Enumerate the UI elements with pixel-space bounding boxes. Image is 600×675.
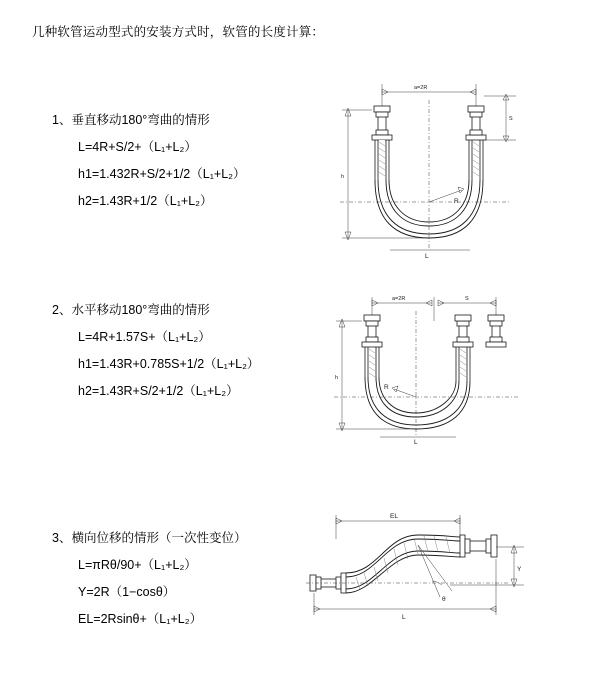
case-formula: h1=1.43R+0.785S+1/2（L₁+L₂） [78, 357, 260, 371]
case-block-3 [52, 528, 246, 636]
dim-label-top: a=2R [392, 296, 406, 302]
case-formula: h1=1.432R+S/2+1/2（L₁+L₂） [78, 167, 246, 181]
dim-label-height: h [341, 174, 345, 180]
case-title: 2、水平移动180°弯曲的情形 [52, 303, 210, 317]
figure-lateral-offset [300, 505, 590, 640]
dim-label-radius: R [454, 198, 459, 205]
dim-label-radius: R [384, 384, 389, 391]
figure-2-drawing [310, 285, 580, 445]
figure-horizontal-180 [310, 285, 580, 445]
case-title: 1、垂直移动180°弯曲的情形 [52, 113, 210, 127]
case-block-1 [52, 110, 246, 218]
dim-label-theta: θ [442, 596, 446, 603]
case-formula: L=4R+1.57S+（L₁+L₂） [78, 330, 211, 344]
figure-vertical-180 [310, 70, 580, 260]
case-formula: EL=2Rsinθ+（L₁+L₂） [78, 612, 203, 626]
figure-1-drawing [310, 70, 580, 260]
dim-label-height: h [335, 375, 339, 381]
case-title: 3、横向位移的情形（一次性变位） [52, 531, 247, 545]
dim-label-length: L [425, 253, 429, 260]
dim-label-top: a=2R [414, 85, 428, 91]
case-block-2 [52, 300, 259, 408]
figure-3-drawing [300, 505, 590, 640]
case-formula: L=πRθ/90+（L₁+L₂） [78, 558, 197, 572]
case-formula: h2=1.43R+S/2+1/2（L₁+L₂） [78, 384, 239, 398]
page-heading: 几种软管运动型式的安装方式时，软管的长度计算： [32, 25, 325, 39]
dim-label-length: L [414, 439, 418, 445]
dim-label-el: EL [390, 513, 398, 520]
case-formula: h2=1.43R+1/2（L₁+L₂） [78, 194, 213, 208]
dim-label-y: Y [517, 566, 522, 573]
case-formula: Y=2R（1−cosθ） [78, 585, 176, 599]
dim-label-travel: S [509, 116, 513, 122]
dim-label-length: L [402, 614, 406, 621]
dim-label-top-2: S [465, 296, 469, 302]
case-formula: L=4R+S/2+（L₁+L₂） [78, 140, 197, 154]
